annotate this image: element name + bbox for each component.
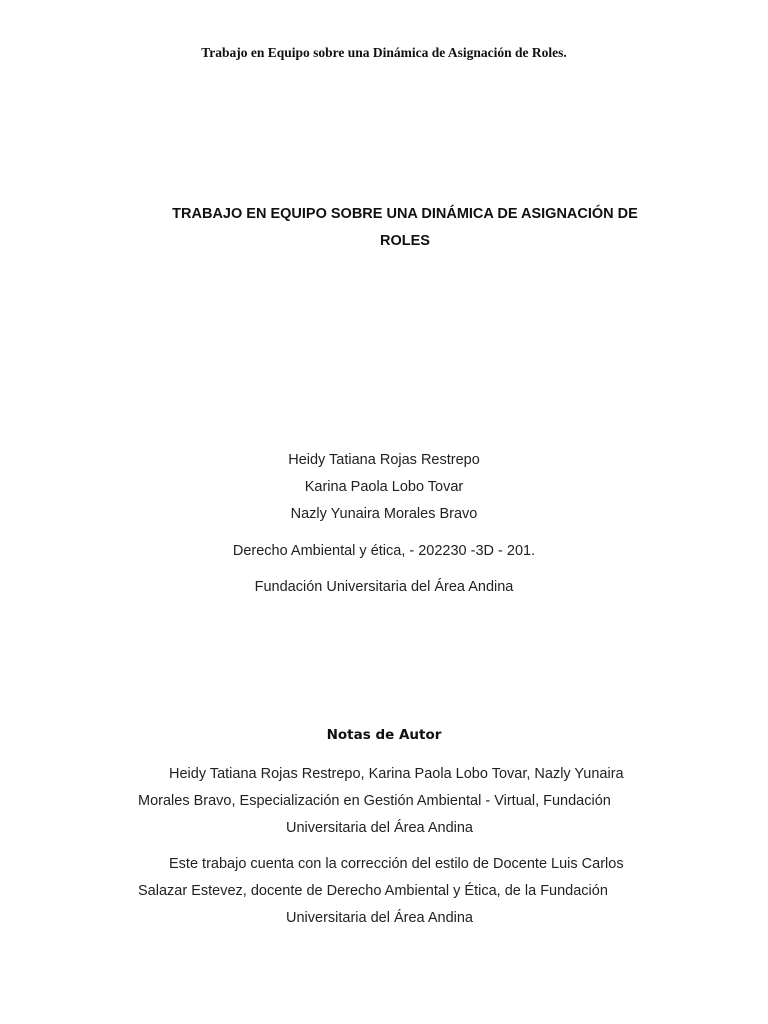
running-head: Trabajo en Equipo sobre una Dinámica de Asignación de Roles.: [201, 45, 567, 60]
paragraph-line: Morales Bravo, Especialización en Gestión Ambiental - Virtual, Fundación: [138, 793, 611, 809]
title-line-2: ROLES: [380, 233, 430, 249]
author-name: Karina Paola Lobo Tovar: [304, 479, 464, 495]
institution-line: Fundación Universitaria del Área Andina: [254, 579, 514, 595]
document-title: [150, 201, 660, 255]
style-correction-paragraph: [135, 851, 675, 932]
paragraph-line: Este trabajo cuenta con la corrección del estilo de Docente Luis Carlos: [169, 856, 624, 872]
title-line-1: TRABAJO EN EQUIPO SOBRE UNA DINÁMICA DE ASIGNACIÓN DE: [172, 206, 638, 222]
notes-heading: Notas de Autor: [326, 727, 442, 743]
paragraph-line: Heidy Tatiana Rojas Restrepo, Karina Paola Lobo Tovar, Nazly Yunaira: [169, 766, 624, 782]
paragraph-line: Universitaria del Área Andina: [286, 910, 473, 926]
author-name: Heidy Tatiana Rojas Restrepo: [288, 452, 480, 468]
author-name: Nazly Yunaira Morales Bravo: [290, 506, 478, 522]
course-line: Derecho Ambiental y ética, - 202230 -3D - 201.: [232, 543, 536, 559]
author-note-paragraph: [135, 761, 675, 842]
paragraph-line: Universitaria del Área Andina: [286, 820, 473, 836]
paragraph-line: Salazar Estevez, docente de Derecho Ambiental y Ética, de la Fundación: [138, 883, 608, 899]
